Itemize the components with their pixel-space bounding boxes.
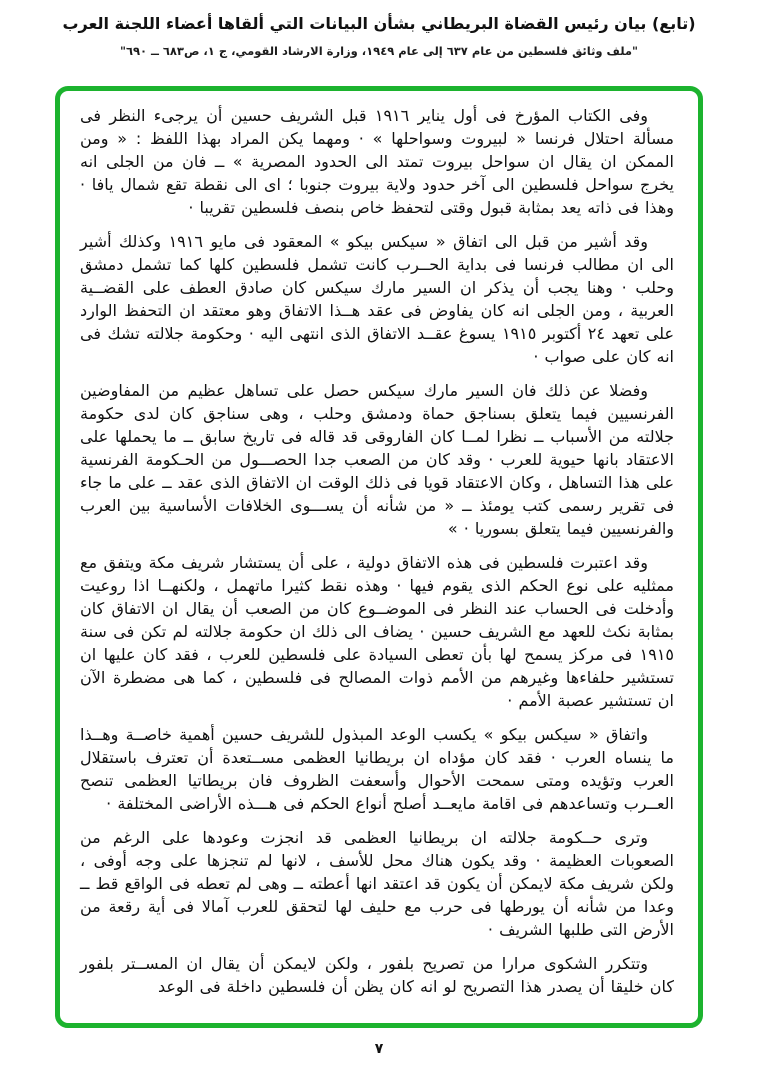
paragraph: وفى الكتاب المؤرخ فى أول يناير ١٩١٦ قبل الشريف حسين أن يرجىء النظر فى مسألة احتلال فرنسا « لبيروت وسواحلها » · ومهما يكن المراد بهذا اللفظ : « ومن الممكن ان يقال ان سواحل بيروت تمتد الى الحدود المصرية » ــ فان من الجلى انه يخرج سواحل فلسطين الى آخر حدود ولاية بيروت جنوبا ؛ اى الى نقطة تقع شمال يافا · وهذا فى ذاته يعد بمثابة قبول وقتى لتحفظ خاص بنصف فلسطين تقريبا · bbox=[80, 106, 674, 217]
page-header bbox=[0, 12, 758, 58]
document-body bbox=[80, 104, 674, 998]
green-border-frame bbox=[55, 86, 703, 1028]
paragraph: وفضلا عن ذلك فان السير مارك سيكس حصل على تساهل عظيم من المفاوضين الفرنسيين فيما يتعلق بسناجق حماة ودمشق وحلب ، وهى سناجق كان لدى حكومة جلالته من الأسباب ــ نظرا لمــا كان الفاروقى قد قاله فى تاريخ سابق ــ ما يحملها على الاعتقاد بانها حيوية للعرب · وقد كان من الصعب جدا الحصـــول من الحـكومة الفرنسية على هذا التساهل ، وكان الاعتقاد قويا فى ذلك الوقت ان الاتفاق الذى عقد ــ على ما جاء فى تقرير رسمى كتب يومئذ ــ « من شأنه أن يســـوى الخلافات الأساسية بين العرب والفرنسيين فيما يتعلق بسوريا · » bbox=[80, 381, 674, 538]
page-number: ٧ bbox=[374, 1041, 384, 1057]
page-footer bbox=[0, 1038, 758, 1057]
paragraph: واتفاق « سيكس بيكو » يكسب الوعد المبذول للشريف حسين أهمية خاصــة وهــذا ما ينساه العرب · فقد كان مؤداه ان بريطانيا العظمى مســتعدة أن تعترف باستقلال العرب وتؤيده ومتى سمحت الأحوال وأسعفت الظروف فان بريطاتيا العظمى تنصح العــرب وتساعدهم فى اقامة مايعــد أصلح أنواع الحكم فى هـــذه الأراضى المختلفة · bbox=[80, 725, 674, 813]
paragraph: وتتكرر الشكوى مرارا من تصريح بلفور ، ولكن لايمكن أن يقال ان المســتر بلفور كان خليقا أن يصدر هذا التصريح لو انه كان يظن أن فلسطين داخلة فى الوعد bbox=[80, 954, 674, 996]
document-title: (تابع) بيان رئيس القضاة البريطاني بشأن البيانات التي ألقاها أعضاء اللجنة العرب bbox=[62, 14, 696, 33]
source-citation: "ملف وثائق فلسطين من عام ٦٣٧ إلى عام ١٩٤٩، وزارة الارشاد القومي، ج ١، ص٦٨٣ ــ ٦٩٠" bbox=[119, 44, 639, 58]
paragraph: وقد أشير من قبل الى اتفاق « سيكس بيكو » المعقود فى مايو ١٩١٦ وكذلك أشير الى ان مطالب فرنسا فى بداية الحــرب كانت تشمل فلسطين كلها كما تشمل دمشق وحلب · وهنا يجب أن يذكر ان السير مارك سيكس كان صادق العطف على القضــية العربية ، ومن الجلى انه كان يفاوض فى عقد هــذا الاتفاق وهو معتقد ان التحفظ الوارد على تعهد ٢٤ أكتوبر ١٩١٥ يسوغ عقــد الاتفاق الذى انتهى اليه · وحكومة جلالته تشك فى انه كان على صواب · bbox=[80, 232, 675, 366]
paragraph: وقد اعتبرت فلسطين فى هذه الاتفاق دولية ، على أن يستشار شريف مكة ويتفق مع ممثليه على نوع الحكم الذى يقوم فيها · وهذه نقط كثيرا ماتهمل ، ولكنهــا اذا روعيت وأدخلت فى الحساب عند النظر فى الموضــوع كان من الصعب أن يقال ان الاتفاق كان بمثابة نكث للعهد مع الشريف حسين · يضاف الى ذلك ان حكومة جلالته لم تكن فى سنة ١٩١٥ فى مركز يسمح لها بأن تعطى السيادة على فلسطين للعرب ، فقد كان عليها ان تستشير حلفاءها وغيرهم من الأمم ذوات المصالح فى فلسطين ، كما هى مضطرة الآن ان تستشير عصبة الأمم · bbox=[80, 553, 674, 710]
paragraph: وترى حــكومة جلالته ان بريطانيا العظمى قد انجزت وعودها على الرغم من الصعوبات العظيمة · وقد يكون هناك محل للأسف ، لانها لم تنجزها على وجه أوفى ، ولكن شريف مكة لايمكن أن يكون قد اعتقد انها أعطته ــ وهى لم تعطه فى الواقع قط ــ وعدا من شأنه أن يورطها فى حرب مع حليف لها لتحقق للعرب آمالا فى أية رقعة من الأرض التى طلبها الشريف · bbox=[80, 828, 674, 939]
